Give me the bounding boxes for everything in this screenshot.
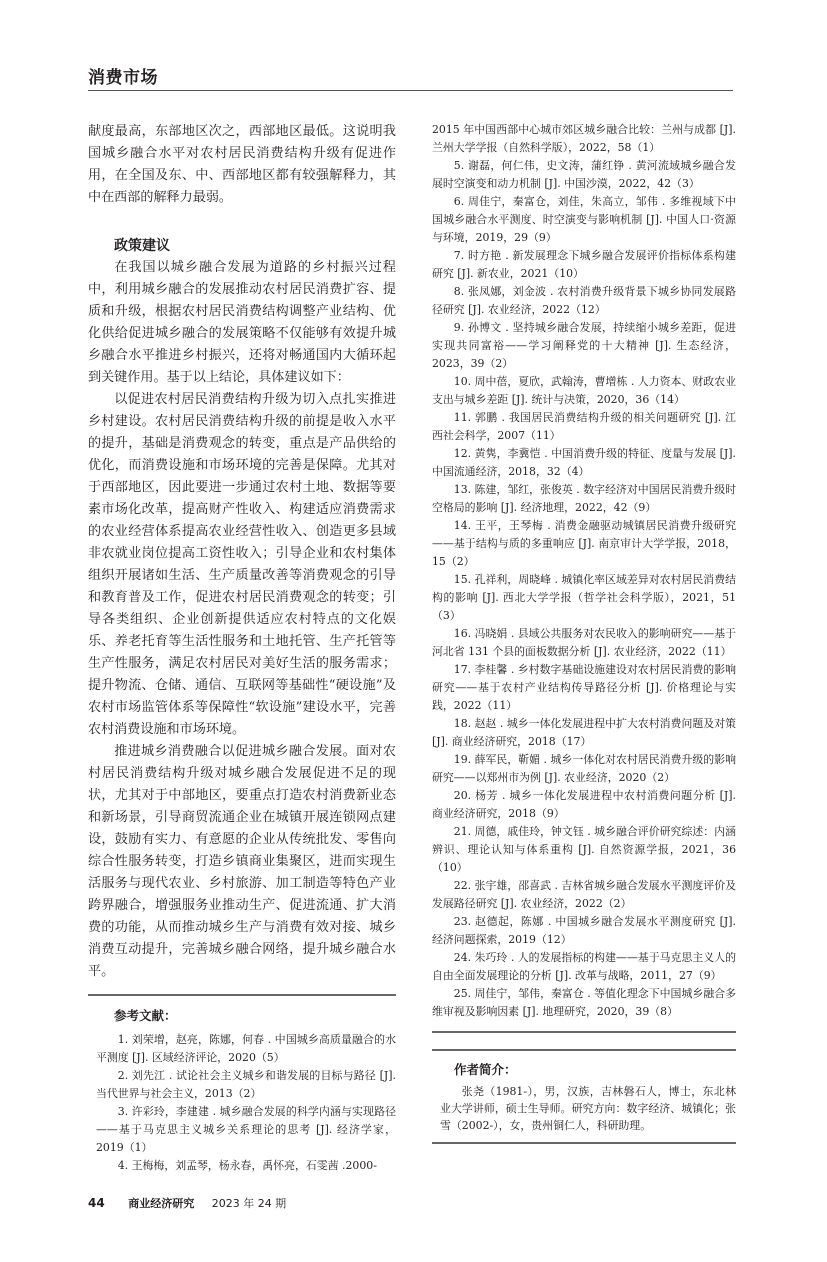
reference-item: 24. 朱巧玲 . 人的发展指标的构建——基于马克思主义人的自由全面发展理论的分析 [J]. 改革与战略，2011，27（9） bbox=[432, 951, 736, 982]
body-paragraph: 推进城乡消费融合以促进城乡融合发展。面对农村居民消费结构升级对城乡融合发展促进不足的现状，尤其对于中部地区，要重点打造农村消费新业态和新场景，引导商贸流通企业在城镇开展连锁网点建设，鼓励有实力、有意愿的企业从传统批发、零售向综合性服务转变，打造乡镇商业集聚区，进而实现生活服务与现代农业、乡村旅游、加工制造等特色产业跨界融合，增强服务业推动生产、促进流通、扩大消费的功能，从而推动城乡生产与消费有效对接、城乡消费互动提升，完善城乡融合网络，提升城乡融合水平。 bbox=[88, 744, 396, 979]
author-heading: 作者简介： bbox=[454, 1062, 517, 1077]
divider bbox=[432, 1049, 736, 1051]
reference-item: 17. 李桂馨 . 乡村数字基础设施建设对农村居民消费的影响研究——基于农村产业结构传导路径分析 [J]. 价格理论与实践，2022（11） bbox=[432, 663, 736, 712]
reference-item: 8. 张凤娜，刘金波 . 农村消费升级背景下城乡协同发展路径研究 [J]. 农业经济，2022（12） bbox=[432, 285, 736, 316]
reference-item: 10. 周中蓓，夏欣，武翰涛，曹增栋 . 人力资本、财政农业支出与城乡差距 [J]. 统计与决策，2020，36（14） bbox=[432, 375, 736, 406]
reference-item: 13. 陈建，邹红，张俊英 . 数字经济对中国居民消费升级时空格局的影响 [J]. 经济地理，2022，42（9） bbox=[432, 483, 736, 514]
header-rule bbox=[88, 90, 733, 91]
columns bbox=[88, 121, 736, 1175]
policy-heading: 政策建议 bbox=[114, 238, 170, 254]
left-column bbox=[88, 121, 396, 1175]
reference-item: 12. 黄隽，李冀恺 . 中国消费升级的特征、度量与发展 [J]. 中国流通经济，2018，32（4） bbox=[432, 447, 736, 478]
reference-item: 7. 时方艳 . 新发展理念下城乡融合发展评价指标体系构建研究 [J]. 新农业，2021（10） bbox=[432, 249, 736, 280]
reference-item: 23. 赵德起，陈娜 . 中国城乡融合发展水平测度研究 [J]. 经济问题探索，2019（12） bbox=[432, 915, 736, 946]
reference-item: 18. 赵赵 . 城乡一体化发展进程中扩大农村消费问题及对策 [J]. 商业经济研究，2018（17） bbox=[432, 717, 736, 748]
references-heading: 参考文献： bbox=[114, 1008, 177, 1023]
divider bbox=[432, 1142, 736, 1144]
intro-paragraph: 献度最高，东部地区次之，西部地区最低。这说明我国城乡融合水平对农村居民消费结构升级有促进作用，在全国及东、中、西部地区都有较强解释力，其中在西部的解释力最弱。 bbox=[88, 124, 396, 205]
reference-item: 6. 周佳宁，秦富仓，刘佳，朱高立，邹伟 . 多维视域下中国城乡融合水平测度、时空演变与影响机制 [J]. 中国人口·资源与环境，2019，29（9） bbox=[432, 195, 736, 244]
author-bio: 张尧（1981-），男，汉族，吉林磐石人，博士，东北林业大学讲师，硕士生导师。研究方向：数字经济、城镇化；张雪（2002-），女，贵州铜仁人，科研助理。 bbox=[440, 1085, 736, 1132]
body-paragraph: 以促进农村居民消费结构升级为切入点扎实推进乡村建设。农村居民消费结构升级的前提是收入水平的提升，基础是消费观念的转变，重点是产品供给的优化，而消费设施和市场环境的完善是保障。尤其对于西部地区，因此要进一步通过农村土地、数据等要素市场化改革，提高财产性收入、构建适应消费需求的农业经营体系提高农业经营性收入、创造更多县域非农就业岗位提高工资性收入；引导企业和农村集体组织开展诸如生活、生产质量改善等消费观念的引导和教育普及工作，促进农村居民消费观念的转变；引导各类组织、企业创新提供适应农村特点的文化娱乐、养老托育等生活性服务和土地托管、生产托管等生产性服务，满足农村居民对美好生活的服务需求；提升物流、仓储、通信、互联网等基础性“硬设施”及农村市场监管体系等保障性“软设施”建设水平，完善农村消费设施和市场环境。 bbox=[88, 392, 396, 737]
reference-item: 15. 孔祥利，周晓峰 . 城镇化率区域差异对农村居民消费结构的影响 [J]. 西北大学学报（哲学社会科学版），2021，51（3） bbox=[432, 573, 736, 622]
reference-item: 9. 孙博文 . 坚持城乡融合发展，持续缩小城乡差距，促进实现共同富裕——学习阐释党的十大精神 [J]. 生态经济，2023，39（2） bbox=[432, 321, 736, 370]
reference-item: 20. 杨芳 . 城乡一体化发展进程中农村消费问题分析 [J]. 商业经济研究，2018（9） bbox=[432, 789, 736, 820]
author-box bbox=[432, 1031, 736, 1144]
right-column bbox=[432, 121, 736, 1144]
reference-item: 21. 周德，戚佳玲，钟文钰 . 城乡融合评价研究综述：内涵辨识、理论认知与体系重构 [J]. 自然资源学报，2021，36（10） bbox=[432, 825, 736, 874]
page-footer bbox=[88, 1175, 736, 1212]
reference-item: 3. 许彩玲，李建建 . 城乡融合发展的科学内涵与实现路径——基于马克思主义城乡关系理论的思考 [J]. 经济学家，2019（1） bbox=[96, 1105, 396, 1154]
section-title: 消费市场 bbox=[88, 68, 158, 88]
body-paragraph: 在我国以城乡融合发展为道路的乡村振兴过程中，利用城乡融合的发展推动农村居民消费扩容、提质和升级，根据农村居民消费结构调整产业结构、优化供给促进城乡融合的发展策略不仅能够有效提升城乡融合水平推进乡村振兴，还将对畅通国内大循环起到关键作用。基于以上结论，具体建议如下： bbox=[88, 260, 396, 385]
reference-item: 22. 张宇雄，邵喜武 . 吉林省城乡融合发展水平测度评价及发展路径研究 [J]. 农业经济，2022（2） bbox=[432, 879, 736, 910]
divider bbox=[88, 994, 396, 996]
references-list bbox=[432, 157, 736, 1021]
reference-item: 16. 冯晓娟 . 县域公共服务对农民收入的影响研究——基于河北省 131 个县的面板数据分析 [J]. 农业经济，2022（11） bbox=[432, 627, 736, 658]
reference-item: 1. 刘荣增，赵亮，陈娜，何春 . 中国城乡高质量融合的水平测度 [J]. 区域经济评论，2020（5） bbox=[96, 1033, 396, 1064]
reference-item: 2. 刘先江 . 试论社会主义城乡和谐发展的目标与路径 [J]. 当代世界与社会主义，2013（2） bbox=[96, 1069, 396, 1100]
reference-item: 11. 郭鹏 . 我国居民消费结构升级的相关问题研究 [J]. 江西社会科学，2007（11） bbox=[432, 411, 736, 442]
reference-item: 5. 谢磊，何仁伟，史文涛，蒲红铮 . 黄河流域城乡融合发展时空演变和动力机制 [J]. 中国沙漠，2022，42（3） bbox=[432, 159, 736, 190]
reference-item: 25. 周佳宁，邹伟，秦富仓 . 等值化理念下中国城乡融合多维审视及影响因素 [J]. 地理研究，2020，39（8） bbox=[432, 987, 736, 1018]
page-number: 44 bbox=[88, 1196, 105, 1210]
references-list bbox=[88, 1031, 396, 1175]
reference-item: 14. 王平，王琴梅 . 消费金融驱动城镇居民消费升级研究——基于结构与质的多重响应 [J]. 南京审计大学学报，2018，15（2） bbox=[432, 519, 736, 568]
reference-item: 4. 王梅梅，刘孟琴，杨永春，禹怀亮，石雯茜 .2000- bbox=[117, 1159, 377, 1172]
reference-item: 19. 薛军民，靳媚 . 城乡一体化对农村居民消费升级的影响研究——以郑州市为例 [J]. 农业经济，2020（2） bbox=[432, 753, 736, 784]
reference-continuation: 2015 年中国西部中心城市郊区城乡融合比较：兰州与成都 [J]. 兰州大学学报（自然科学版），2022，58（1） bbox=[432, 123, 736, 154]
issue-label: 2023 年 24 期 bbox=[211, 1197, 287, 1210]
journal-name: 商业经济研究 bbox=[128, 1197, 195, 1210]
